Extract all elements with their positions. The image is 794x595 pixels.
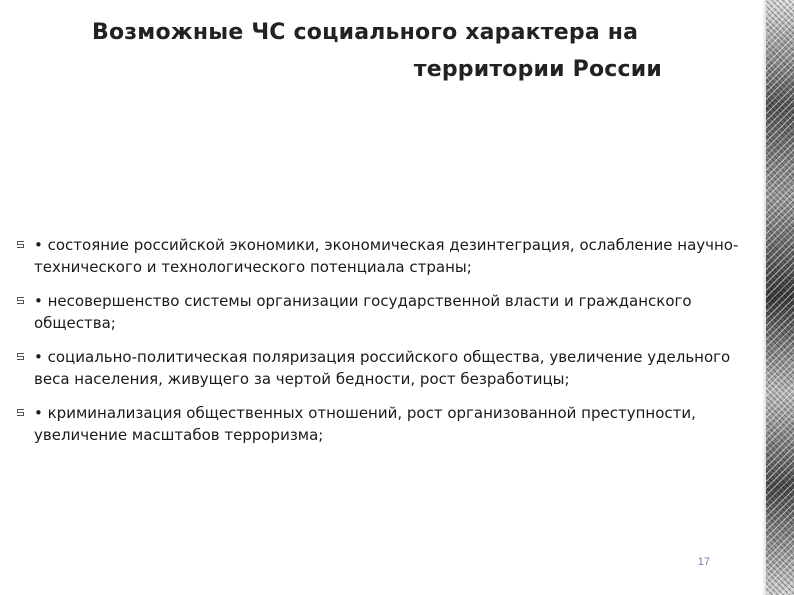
square-bullet-icon <box>16 408 25 417</box>
page-number: 17 <box>697 556 710 568</box>
square-bullet-icon <box>16 240 25 249</box>
slide-title <box>92 14 662 88</box>
slide-title-line-1: Возможные ЧС социального характера на <box>92 20 639 45</box>
bullet-item <box>16 290 746 334</box>
decorative-side-band <box>766 0 794 595</box>
square-bullet-icon <box>16 352 25 361</box>
square-bullet-icon <box>16 296 25 305</box>
bullet-item <box>16 234 746 278</box>
bullet-text: • социально-политическая поляризация российского общества, увеличение удельного веса населения, живущего за чертой бедности, рост безработицы; <box>34 348 731 388</box>
bullet-text: • состояние российской экономики, экономическая дезинтеграция, ослабление научно-технического и технологического потенциала страны; <box>34 236 739 276</box>
bullet-item <box>16 346 746 390</box>
bullet-list <box>16 234 746 458</box>
bullet-text: • несовершенство системы организации государственной власти и гражданского общества; <box>34 292 692 332</box>
bullet-item <box>16 402 746 446</box>
slide-title-line-2: территории России <box>413 57 662 82</box>
bullet-text: • криминализация общественных отношений, рост организованной преступности, увеличение масштабов терроризма; <box>34 404 696 444</box>
